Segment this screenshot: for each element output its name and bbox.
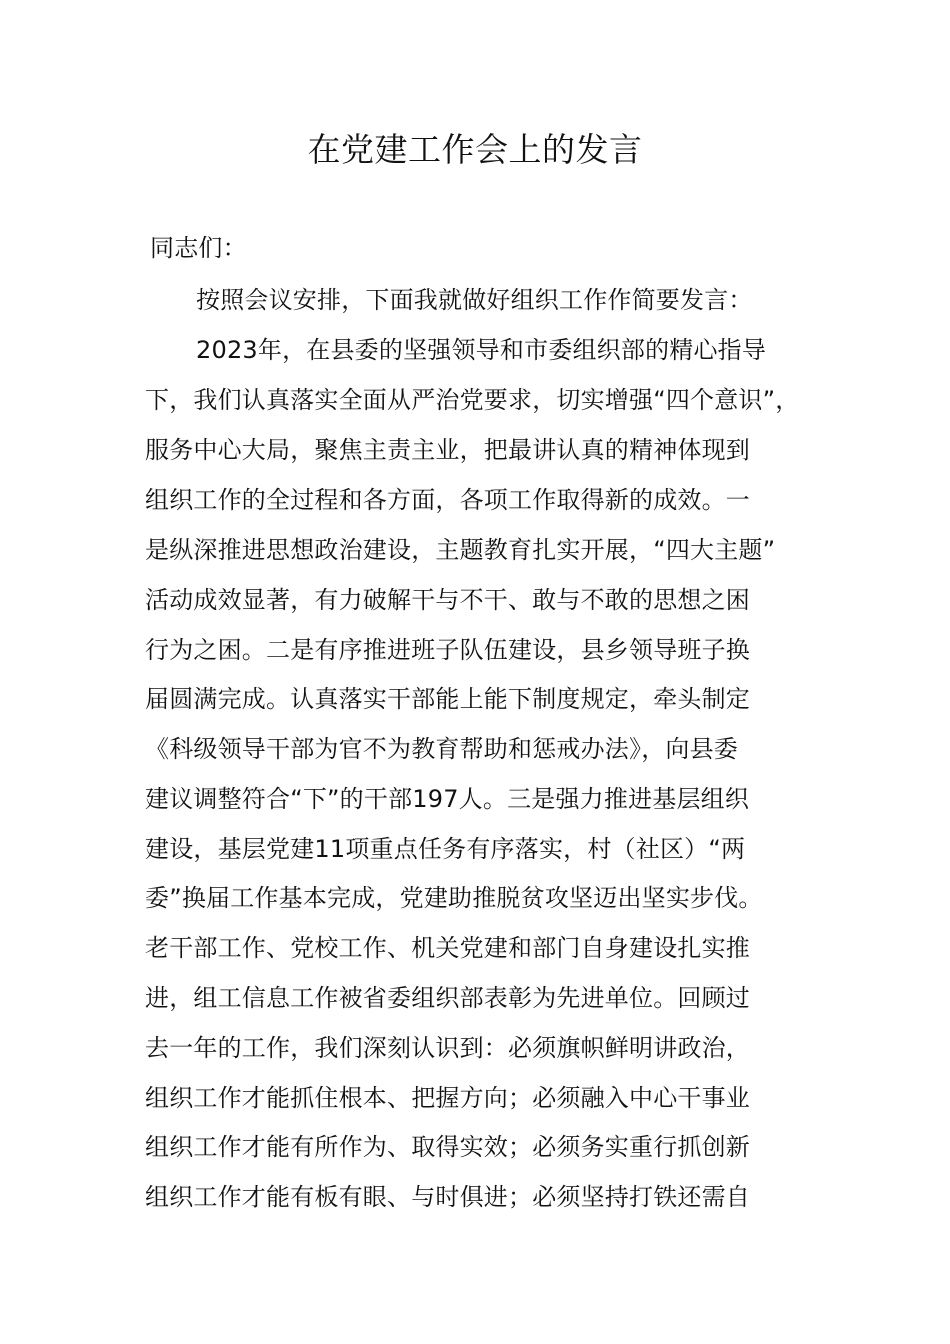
paragraph-line: 建设，基层党建11项重点任务有序落实，村（社区）“两 [145,835,746,863]
paragraph-line: 2023年，在县委的坚强领导和市委组织部的精心指导 [196,336,767,364]
paragraph-line: 组织工作才能有所作为、取得实效；必须务实重行抓创新 [145,1133,750,1161]
paragraph-line: 按照会议安排，下面我就做好组织工作作简要发言： [196,286,753,314]
salutation: 同志们： [150,234,247,262]
paragraph-line: 服务中心大局，聚焦主责主业，把最讲认真的精神体现到 [145,436,750,464]
document-title: 在党建工作会上的发言 [307,130,643,169]
paragraph-line: 组织工作才能有板有眼、与时俱进；必须坚持打铁还需自 [145,1183,750,1211]
paragraph-line: 老干部工作、党校工作、机关党建和部门自身建设扎实推 [145,934,750,962]
paragraph-line: 委”换届工作基本完成，党建助推脱贫攻坚迈出坚实步伐。 [145,884,763,912]
paragraph-line: 建议调整符合“下”的干部197人。三是强力推进基层组织 [145,785,750,813]
paragraph-line: 是纵深推进思想政治建设，主题教育扎实开展，“四大主题” [145,536,776,564]
paragraph-line: 组织工作才能抓住根本、把握方向；必须融入中心干事业 [145,1084,750,1112]
paragraph-line: 《科级领导干部为官不为教育帮助和惩戒办法》，向县委 [145,735,738,763]
paragraph-line: 下，我们认真落实全面从严治党要求，切实增强“四个意识”， [145,386,800,414]
paragraph-line: 进，组工信息工作被省委组织部表彰为先进单位。回顾过 [145,984,750,1012]
paragraph-line: 活动成效显著，有力破解干与不干、敢与不敢的思想之困 [145,586,750,614]
paragraph-line: 去一年的工作，我们深刻认识到：必须旗帜鲜明讲政治， [145,1034,750,1062]
paragraph-line: 组织工作的全过程和各方面，各项工作取得新的成效。一 [145,486,750,514]
paragraph-line: 届圆满完成。认真落实干部能上能下制度规定，牵头制定 [145,685,750,713]
paragraph-line: 行为之困。二是有序推进班子队伍建设，县乡领导班子换 [145,636,750,664]
